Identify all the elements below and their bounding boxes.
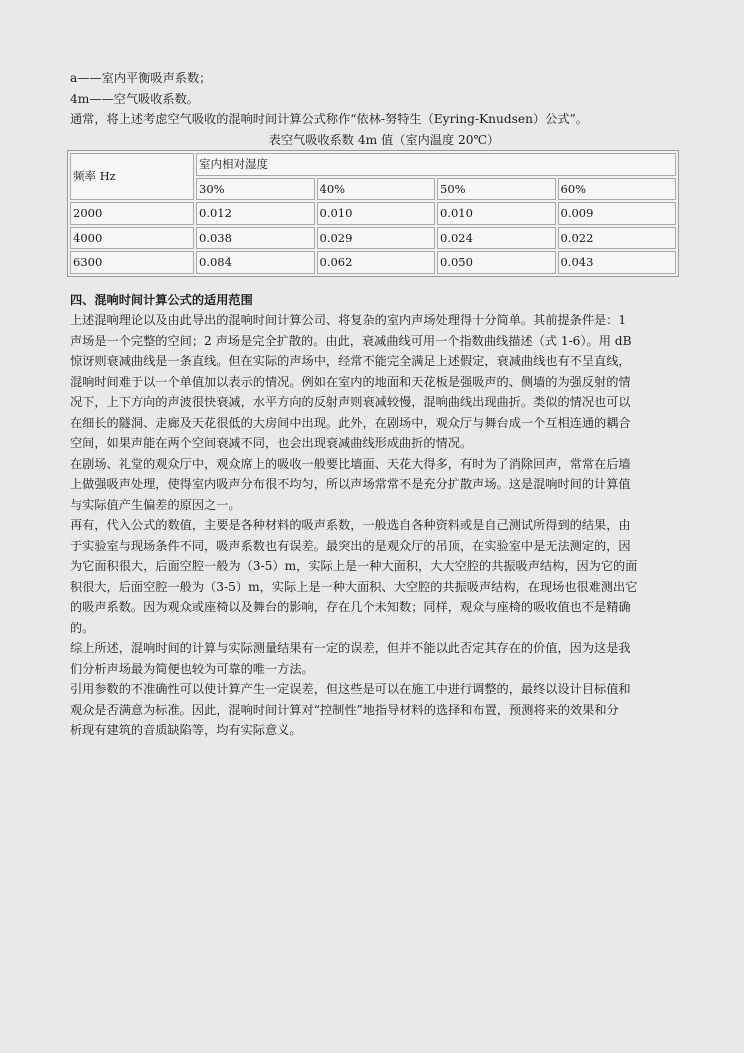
value-cell: 0.012	[196, 202, 315, 225]
table-caption: 表空气吸收系数 4m 值（室内温度 20℃）	[268, 132, 500, 147]
intro-line: a——室内平衡吸声系数；	[70, 71, 212, 85]
body-text	[70, 310, 676, 741]
paragraph-line: 再有，代入公式的数值，主要是各种材料的吸声系数，一般选自各种资料或是自己测试所得到的结果，由	[70, 518, 631, 532]
paragraph-line: 引用参数的不准确性可以使计算产生一定误差，但这些是可以在施工中进行调整的，最终以设计目标值和	[70, 682, 631, 696]
freq-cell: 4000	[70, 227, 194, 250]
value-cell: 0.084	[196, 251, 315, 274]
intro-line: 通常，将上述考虑空气吸收的混响时间计算公式称作“依林-努特生（Eyring-Knudsen）公式”。	[70, 112, 588, 126]
paragraph-line: 况下，上下方向的声波很快衰减，水平方向的反射声则衰减较慢，混响曲线出现曲折。类似的情况也可以	[70, 395, 631, 409]
value-cell: 0.029	[317, 227, 436, 250]
section-title: 四、混响时间计算公式的适用范围	[70, 292, 253, 307]
humidity-col: 50%	[437, 178, 556, 201]
paragraph-line: 声场是一个完整的空间；2 声场是完全扩散的。由此，衰减曲线可用一个指数曲线描述（式 1-6）。用 dB	[70, 333, 632, 348]
intro-line: 4m——空气吸收系数。	[70, 91, 199, 106]
value-cell: 0.050	[437, 251, 556, 274]
value-cell: 0.062	[317, 251, 436, 274]
paragraph-line: 为它面积很大，后面空腔一般为（3-5）m，实际上是一种大面积，大大空腔的共振吸声结构，因为它的面	[70, 559, 638, 573]
humidity-col: 30%	[196, 178, 315, 201]
value-cell: 0.010	[437, 202, 556, 225]
value-cell: 0.043	[558, 251, 677, 274]
paragraph-line: 在细长的隧洞、走廊及天花很低的大房间中出现。此外，在剧场中，观众厅与舞台成一个互相连通的耦合	[70, 415, 631, 430]
paragraph-line: 上述混响理论以及由此导出的混响时间计算公司、将复杂的室内声场处理得十分简单。其前提条件是：1	[70, 313, 627, 327]
paragraph-line: 混响时间难于以一个单值加以表示的情况。例如在室内的地面和天花板是强吸声的、侧墙的为强反射的情	[70, 374, 631, 389]
humidity-header: 室内相对湿度	[196, 153, 676, 176]
value-cell: 0.022	[558, 227, 677, 250]
table-row	[70, 227, 676, 250]
paragraph-line: 观众是否满意为标准。因此，混响时间计算对“控制性”地指导材料的选择和布置，预测将来的效果和分	[70, 702, 619, 717]
freq-header: 频率 Hz	[70, 153, 194, 200]
paragraph-line: 们分析声场最为简便也较为可靠的唯一方法。	[70, 661, 314, 676]
paragraph-line: 于实验室与现场条件不同，吸声系数也有误差。最突出的是观众厅的吊顶，在实验室中是无法测定的，因	[70, 538, 631, 553]
humidity-col: 40%	[317, 178, 436, 201]
paragraph-line: 惊讶则衰减曲线是一条直线。但在实际的声场中，经常不能完全满足上述假定，衰减曲线也有不呈直线，	[70, 354, 631, 368]
freq-cell: 6300	[70, 251, 194, 274]
paragraph-line: 在剧场、礼堂的观众厅中，观众席上的吸收一般要比墙面、天花大得多，有时为了消除回声，常常在后墙	[70, 456, 631, 471]
freq-cell: 2000	[70, 202, 194, 225]
table-row	[70, 251, 676, 274]
humidity-col: 60%	[558, 178, 677, 201]
table-row	[70, 202, 676, 225]
document-page	[70, 68, 676, 741]
paragraph-line: 的。	[70, 620, 95, 635]
value-cell: 0.038	[196, 227, 315, 250]
paragraph-line: 上做强吸声处理，使得室内吸声分布很不均匀，所以声场常常不是充分扩散声场。这是混响时间的计算值	[70, 477, 631, 491]
air-absorption-table	[67, 150, 679, 277]
paragraph-line: 的吸声系数。因为观众或座椅以及舞台的影响，存在几个未知数；同样，观众与座椅的吸收值也不是精确	[70, 600, 631, 614]
paragraph-line: 与实际值产生偏差的原因之一。	[70, 497, 241, 512]
paragraph-line: 析现有建筑的音质缺陷等，均有实际意义。	[70, 723, 302, 737]
value-cell: 0.010	[317, 202, 436, 225]
paragraph-line: 积很大，后面空腔一般为（3-5）m，实际上是一种大面积、大空腔的共振吸声结构，在现场也很难测出它	[70, 579, 638, 594]
value-cell: 0.024	[437, 227, 556, 250]
paragraph-line: 综上所述，混响时间的计算与实际测量结果有一定的误差，但并不能以此否定其存在的价值，因为这是我	[70, 641, 631, 655]
value-cell: 0.009	[558, 202, 677, 225]
paragraph-line: 空间，如果声能在两个空间衰减不同，也会出现衰减曲线形成曲折的情况。	[70, 436, 473, 450]
